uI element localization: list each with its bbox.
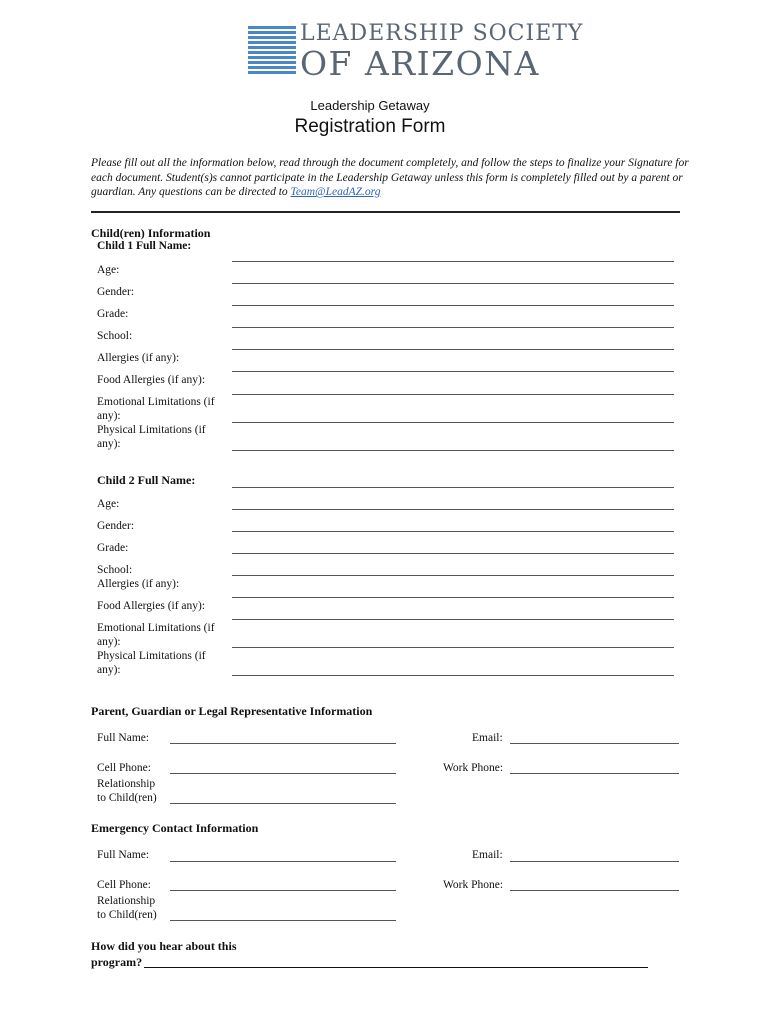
emergency-work-phone-field[interactable]: [510, 890, 679, 891]
child1-age-label: Age:: [97, 264, 120, 276]
section-divider: [91, 211, 680, 213]
form-subtitle: Leadership Getaway: [310, 98, 430, 113]
child1-age-field[interactable]: [232, 283, 674, 284]
child1-physical-label: [97, 423, 206, 451]
child1-grade-field[interactable]: [232, 327, 674, 328]
child2-food-allergies-field[interactable]: [232, 619, 674, 620]
child2-emotional-label: [97, 621, 215, 649]
child2-school-field[interactable]: [232, 575, 674, 576]
child1-physical-field[interactable]: [232, 450, 674, 451]
child1-physical-label-line1: Physical Limitations (if: [97, 424, 206, 436]
emergency-work-phone-label: Work Phone:: [443, 879, 504, 891]
parent-relationship-label: [97, 777, 157, 805]
emergency-full-name-label: Full Name:: [97, 849, 150, 861]
parent-cell-phone-label: Cell Phone:: [97, 762, 151, 774]
parent-work-phone-field[interactable]: [510, 773, 679, 774]
child1-emotional-label-line2: any):: [97, 410, 121, 422]
logo-text-line2: OF ARIZONA: [300, 44, 540, 83]
parent-relationship-label-line1: Relationship: [97, 778, 156, 790]
child2-physical-field[interactable]: [232, 675, 674, 676]
child2-gender-field[interactable]: [232, 531, 674, 532]
child2-emotional-field[interactable]: [232, 647, 674, 648]
child1-name-field[interactable]: [232, 261, 674, 262]
intro-paragraph: [91, 156, 691, 200]
child2-name-field[interactable]: [232, 487, 674, 488]
hear-about-label-line1: How did you hear about this: [91, 939, 237, 953]
child2-allergies-field[interactable]: [232, 597, 674, 598]
child2-school-label: School:: [97, 564, 133, 576]
emergency-relationship-label: [97, 894, 157, 922]
child2-emotional-label-line1: Emotional Limitations (if: [97, 622, 215, 634]
child1-school-label: School:: [97, 330, 133, 342]
emergency-full-name-field[interactable]: [170, 861, 396, 862]
contact-email-link[interactable]: Team@LeadAZ.org: [290, 186, 381, 198]
emergency-relationship-field[interactable]: [170, 920, 396, 921]
child1-gender-label: Gender:: [97, 286, 135, 298]
child2-name-label: Child 2 Full Name:: [97, 473, 196, 487]
form-title: Registration Form: [294, 116, 446, 137]
intro-text: Please fill out all the information below, read through the document completely, and follow the steps to finalize your Signature for each document. Student(s)s cannot participate in the Leadership Getaway unless this form is completely filled out by a parent or guardian. Any questions can be directed to: [91, 157, 689, 198]
parent-relationship-field[interactable]: [170, 803, 396, 804]
parent-full-name-label: Full Name:: [97, 732, 150, 744]
parent-full-name-field[interactable]: [170, 743, 396, 744]
child1-emotional-field[interactable]: [232, 422, 674, 423]
child1-allergies-label: Allergies (if any):: [97, 352, 180, 364]
child1-food-allergies-label: Food Allergies (if any):: [97, 374, 206, 386]
emergency-section-title: Emergency Contact Information: [91, 821, 259, 835]
child2-grade-label: Grade:: [97, 542, 129, 554]
child1-food-allergies-field[interactable]: [232, 394, 674, 395]
child2-allergies-label: Allergies (if any):: [97, 578, 180, 590]
logo-stripes-icon: [248, 26, 296, 74]
child1-grade-label: Grade:: [97, 308, 129, 320]
child2-grade-field[interactable]: [232, 553, 674, 554]
child1-physical-label-line2: any):: [97, 438, 121, 450]
child2-age-field[interactable]: [232, 509, 674, 510]
child2-emotional-label-line2: any):: [97, 636, 121, 648]
parent-relationship-label-line2: to Child(ren): [97, 792, 157, 804]
emergency-cell-phone-label: Cell Phone:: [97, 879, 151, 891]
parent-section-title: Parent, Guardian or Legal Representative Information: [91, 704, 373, 718]
child1-emotional-label: [97, 395, 215, 423]
emergency-email-field[interactable]: [510, 861, 679, 862]
hear-about-field[interactable]: [144, 967, 648, 968]
child1-allergies-field[interactable]: [232, 371, 674, 372]
emergency-email-label: Email:: [472, 849, 503, 861]
children-section-title: Child(ren) Information: [91, 226, 211, 240]
parent-work-phone-label: Work Phone:: [443, 762, 504, 774]
logo-text-line1: LEADERSHIP SOCIETY: [300, 21, 584, 46]
hear-about-label-line2: program?: [91, 955, 143, 969]
child1-emotional-label-line1: Emotional Limitations (if: [97, 396, 215, 408]
emergency-relationship-label-line1: Relationship: [97, 895, 156, 907]
parent-cell-phone-field[interactable]: [170, 773, 396, 774]
child2-physical-label: [97, 649, 206, 677]
child2-gender-label: Gender:: [97, 520, 135, 532]
emergency-relationship-label-line2: to Child(ren): [97, 909, 157, 921]
child1-gender-field[interactable]: [232, 305, 674, 306]
child2-physical-label-line2: any):: [97, 664, 121, 676]
child2-food-allergies-label: Food Allergies (if any):: [97, 600, 206, 612]
emergency-cell-phone-field[interactable]: [170, 890, 396, 891]
child2-physical-label-line1: Physical Limitations (if: [97, 650, 206, 662]
child1-name-label: Child 1 Full Name:: [97, 240, 192, 252]
parent-email-field[interactable]: [510, 743, 679, 744]
child2-age-label: Age:: [97, 498, 120, 510]
parent-email-label: Email:: [472, 732, 503, 744]
child1-school-field[interactable]: [232, 349, 674, 350]
